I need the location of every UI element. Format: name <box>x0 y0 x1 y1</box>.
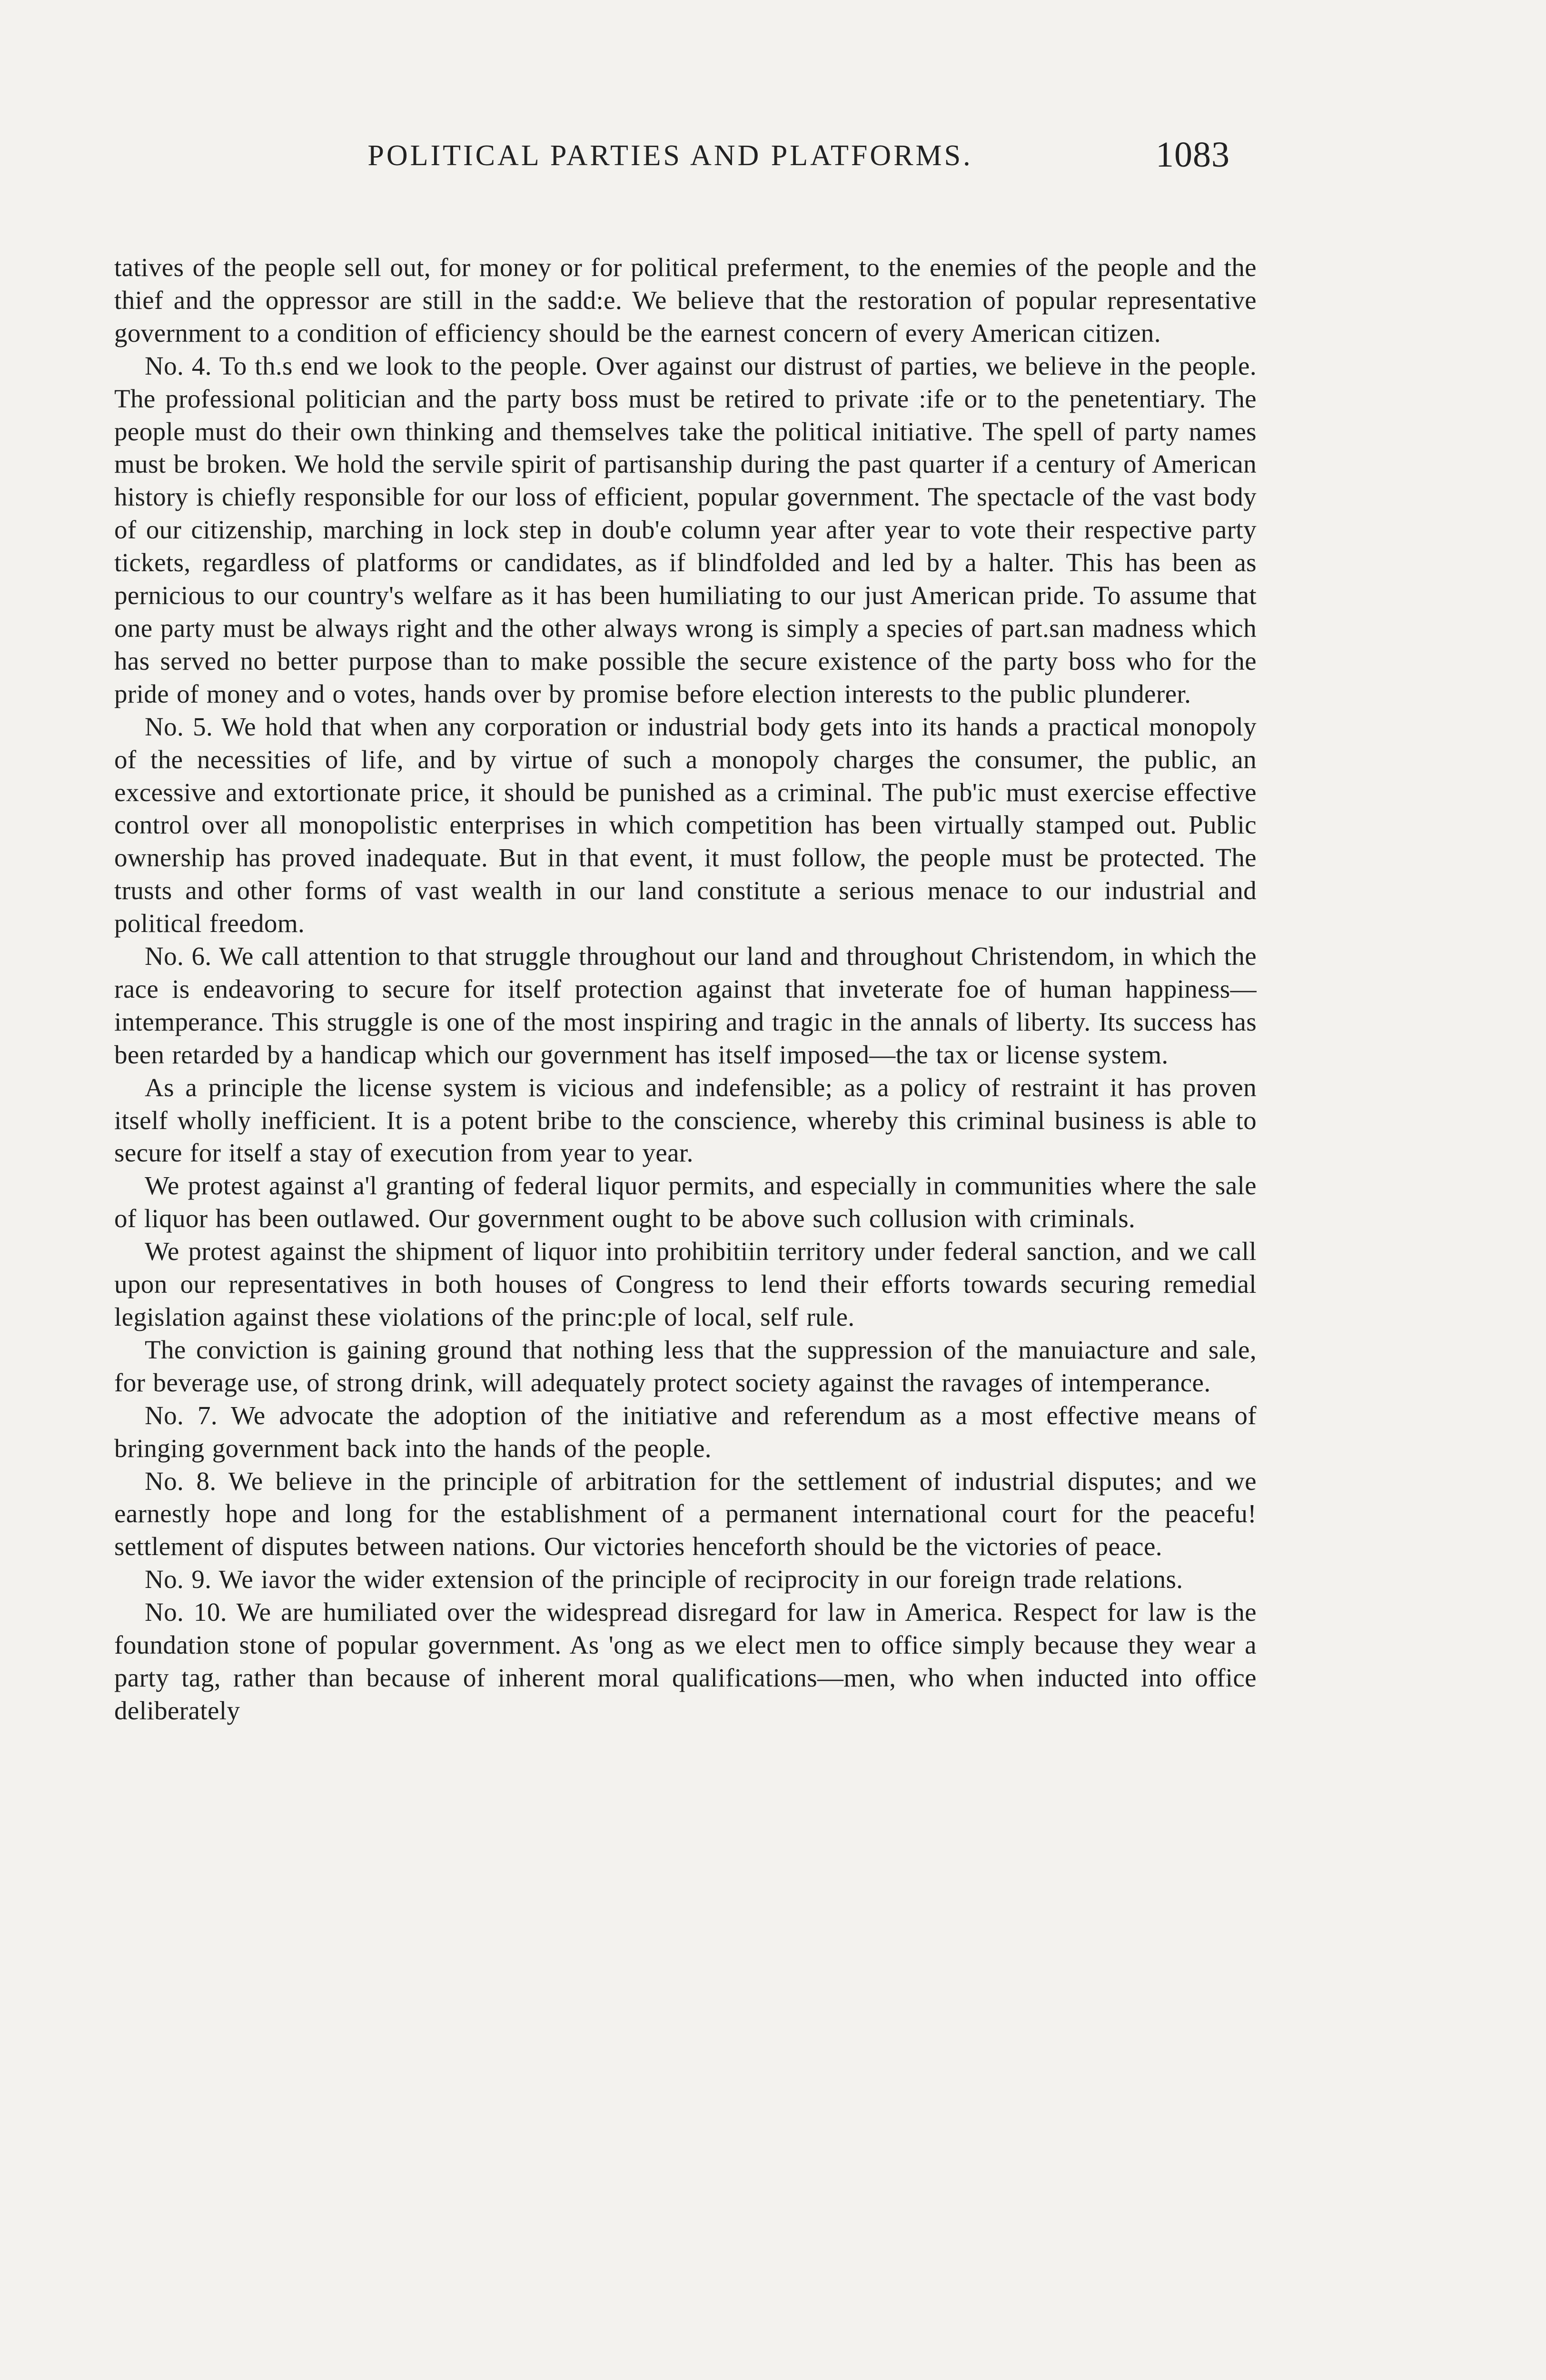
paragraph-no-5: No. 5. We hold that when any corporation or industrial body gets into its hands a practical monopoly of the necessities of life, and by virtue of such a monopoly charges the consumer, the public, an excessive and extortionate price, it should be punished as a criminal. The pub'ic must exercise effective control over all monopolistic enterprises in which competition has been virtually stamped out. Public ownership has proved inadequate. But in that event, it must follow, the people must be protected. The trusts and other forms of vast wealth in our land constitute a serious menace to our industrial and political freedom. <box>114 712 1257 938</box>
paragraph-no-9: No. 9. We iavor the wider extension of the principle of reciprocity in our foreign trade relations. <box>145 1565 1183 1594</box>
paragraph-license-system: As a principle the license system is vicious and indefensible; as a policy of restraint it has proven itself wholly inefficient. It is a potent bribe to the conscience, whereby this criminal business is able to secure for itself a stay of execution from year to year. <box>114 1072 1257 1168</box>
paragraph-continued: tatives of the people sell out, for money or for political preferment, to the enemies of the people and the thief and the oppressor are still in the sadd:e. We believe that the restoration of popular representative government to a condition of efficiency should be the earnest concern of every American citizen. <box>114 253 1257 347</box>
page-header <box>0 135 1546 191</box>
paragraph-no-6: No. 6. We call attention to that struggle throughout our land and throughout Christendom, in which the race is endeavoring to secure for itself protection against that inveterate foe of human happiness—intemperance. This struggle is one of the most inspiring and tragic in the annals of liberty. Its success has been retarded by a handicap which our government has itself imposed—the tax or license system. <box>114 942 1257 1069</box>
paragraph-liquor-shipment: We protest against the shipment of liquor into prohibitiin territory under federal sanction, and we call upon our representatives in both houses of Congress to lend their efforts towards securing remedial legislation against these violations of the princ:ple of local, self rule. <box>114 1237 1257 1331</box>
paragraph-no-4: No. 4. To th.s end we look to the people. Over against our distrust of parties, we believe in the people. The professional politician and the party boss must be retired to private :ife or to the penetentiary. The people must do their own thinking and themselves take the political initiative. The spell of party names must be broken. We hold the servile spirit of partisanship during the past quarter if a century of American history is chiefly responsible for our loss of efficient, popular government. The spectacle of the vast body of our citizenship, marching in lock step in doub'e column year after year to vote their respective party tickets, regardless of platforms or candidates, as if blindfolded and led by a halter. This has been as pernicious to our country's welfare as it has been humiliating to our just American pride. To assume that one party must be always right and the other always wrong is simply a species of part.san madness which has served no better purpose than to make possible the secure existence of the party boss who for the pride of money and o votes, hands over by promise before election interests to the public plunderer. <box>114 351 1257 708</box>
paragraph-no-7: No. 7. We advocate the adoption of the initiative and referendum as a most effective means of bringing government back into the hands of the people. <box>114 1400 1257 1463</box>
page-number: 1083 <box>1156 135 1230 175</box>
paragraph-federal-permits: We protest against a'l granting of federal liquor permits, and especially in communities where the sale of liquor has been outlawed. Our government ought to be above such collusion with criminals. <box>114 1171 1257 1233</box>
paragraph-suppression: The conviction is gaining ground that nothing less that the suppression of the manuiacture and sale, for beverage use, of strong drink, will adequately protect society against the ravages of intemperance. <box>114 1335 1257 1397</box>
running-head: POLITICAL PARTIES AND PLATFORMS. <box>367 139 973 172</box>
paragraph-no-10: No. 10. We are humiliated over the widespread disregard for law in America. Respect for law is the foundation stone of popular government. As 'ong as we elect men to office simply because they wear a party tag, rather than because of inherent moral qualifications—men, who when inducted into office deliberately <box>114 1597 1257 1725</box>
body-text <box>114 251 1257 1727</box>
paragraph-no-8: No. 8. We believe in the principle of arbitration for the settlement of industrial disputes; and we earnestly hope and long for the establishment of a permanent international court for the peacefu! settlement of disputes between nations. Our victories henceforth should be the victories of peace. <box>114 1466 1257 1561</box>
